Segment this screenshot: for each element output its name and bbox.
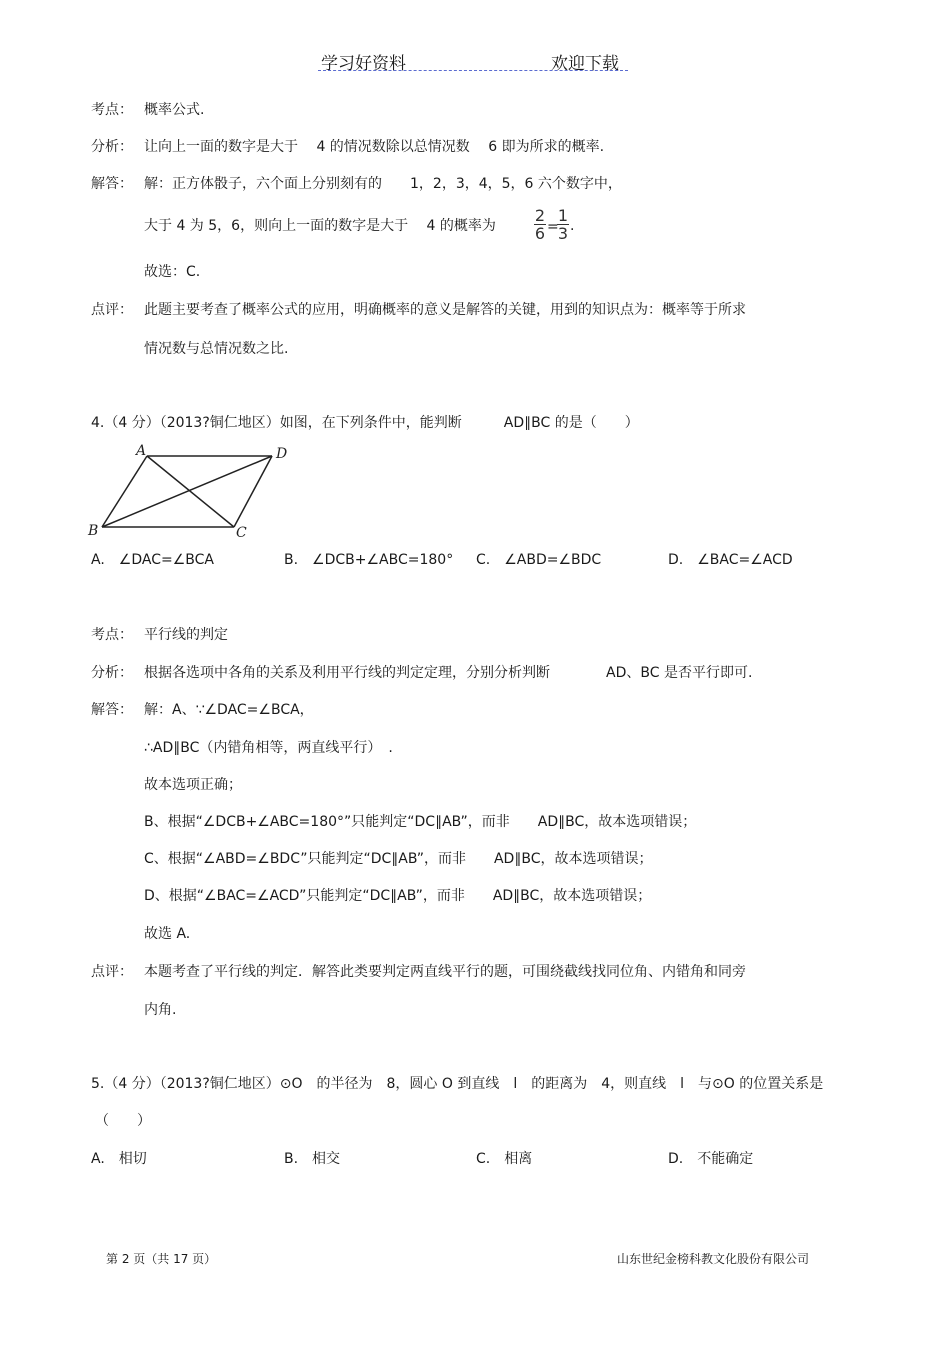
q3-kaodian-text: 概率公式. — [144, 102, 205, 118]
q4-fenxi-label: 分析： — [91, 665, 133, 681]
q4-jieda-label: 解答： — [91, 702, 133, 718]
point-label-a: A — [136, 443, 147, 459]
q3-answer: 故选：C. — [144, 264, 201, 280]
q4-dianping-label: 点评： — [91, 964, 133, 980]
q4-jieda-line: 解：A、∵∠DAC=∠BCA， — [144, 702, 314, 718]
q5-paren: （ ） — [95, 1113, 151, 1129]
header-dashed-underline — [318, 70, 628, 71]
fraction-1-3-numerator: 1 — [557, 206, 569, 225]
fraction-2-6 — [533, 207, 547, 242]
q4-question: 4.（4 分）（2013?铜仁地区）如图，在下列条件中，能判断 AD∥BC 的是（ ） — [91, 415, 639, 431]
point-label-b: B — [88, 523, 99, 539]
q5-option-d: D. 不能确定 — [668, 1151, 754, 1167]
footer-page-number: 第 2 页（共 17 页） — [106, 1252, 217, 1266]
header-left: 学习好资料 — [321, 54, 406, 74]
q4-option-c: C. ∠ABD=∠BDC — [476, 552, 602, 568]
q3-dianping-line2: 情况数与总情况数之比. — [144, 341, 289, 357]
footer-publisher: 山东世纪金榜科教文化股份有限公司 — [617, 1252, 810, 1266]
q3-jieda-line2: 大于 4 为 5，6，则向上一面的数字是大于 4 的概率为 — [144, 218, 496, 234]
q4-fenxi-text: 根据各选项中各角的关系及利用平行线的判定定理，分别分析判断 AD、BC 是否平行即可. — [144, 665, 753, 681]
q3-dianping-label: 点评： — [91, 302, 133, 318]
q4-dianping-line2: 内角. — [144, 1002, 177, 1018]
q5-option-b: B. 相交 — [284, 1151, 341, 1167]
q3-fenxi-text: 让向上一面的数字是大于 4 的情况数除以总情况数 6 即为所求的概率. — [144, 139, 605, 155]
q5-option-a: A. 相切 — [91, 1151, 147, 1167]
point-label-d: D — [276, 446, 288, 462]
q3-kaodian-label: 考点： — [91, 102, 133, 118]
period: . — [570, 218, 575, 234]
q4-jieda-line: ∴AD∥BC（内错角相等，两直线平行） . — [144, 740, 393, 756]
q5-question: 5.（4 分）（2013?铜仁地区）⊙O 的半径为 8，圆心 O 到直线 l 的距离为 4，则直线 l 与⊙O 的位置关系是 — [91, 1076, 824, 1092]
q4-kaodian-text: 平行线的判定 — [144, 627, 228, 643]
parallelogram-figure — [84, 440, 304, 542]
fraction-2-6-denominator: 6 — [534, 224, 546, 243]
fraction-1-3 — [556, 207, 570, 242]
q3-jieda-label: 解答： — [91, 176, 133, 192]
q4-option-b: B. ∠DCB+∠ABC=180° — [284, 552, 454, 568]
equals-sign: = — [547, 219, 559, 235]
q3-dianping-line1: 此题主要考查了概率公式的应用，明确概率的意义是解答的关键，用到的知识点为：概率等于所求 — [144, 302, 746, 318]
q4-jieda-line: 故本选项正确； — [144, 777, 242, 793]
q4-jieda-line: 故选 A. — [144, 926, 191, 942]
q4-option-d: D. ∠BAC=∠ACD — [668, 552, 793, 568]
q4-jieda-line: B、根据“∠DCB+∠ABC=180°”只能判定“DC∥AB”，而非 AD∥BC，故本选项错误； — [144, 814, 697, 830]
q4-jieda-line: D、根据“∠BAC=∠ACD”只能判定“DC∥AB”，而非 AD∥BC，故本选项错误； — [144, 888, 652, 904]
q4-jieda-line: C、根据“∠ABD=∠BDC”只能判定“DC∥AB”，而非 AD∥BC，故本选项错误； — [144, 851, 653, 867]
q4-kaodian-label: 考点： — [91, 627, 133, 643]
q5-option-c: C. 相离 — [476, 1151, 533, 1167]
q4-option-a: A. ∠DAC=∠BCA — [91, 552, 214, 568]
q3-jieda-line1: 解：正方体骰子，六个面上分别刻有的 1，2，3，4，5，6 六个数字中， — [144, 176, 622, 192]
q4-dianping-line1: 本题考查了平行线的判定．解答此类要判定两直线平行的题，可围绕截线找同位角、内错角和同旁 — [144, 964, 746, 980]
point-label-c: C — [236, 525, 247, 541]
q3-fenxi-label: 分析： — [91, 139, 133, 155]
header-right: 欢迎下载 — [551, 54, 619, 74]
fraction-1-3-denominator: 3 — [557, 224, 569, 243]
fraction-2-6-numerator: 2 — [534, 206, 546, 225]
